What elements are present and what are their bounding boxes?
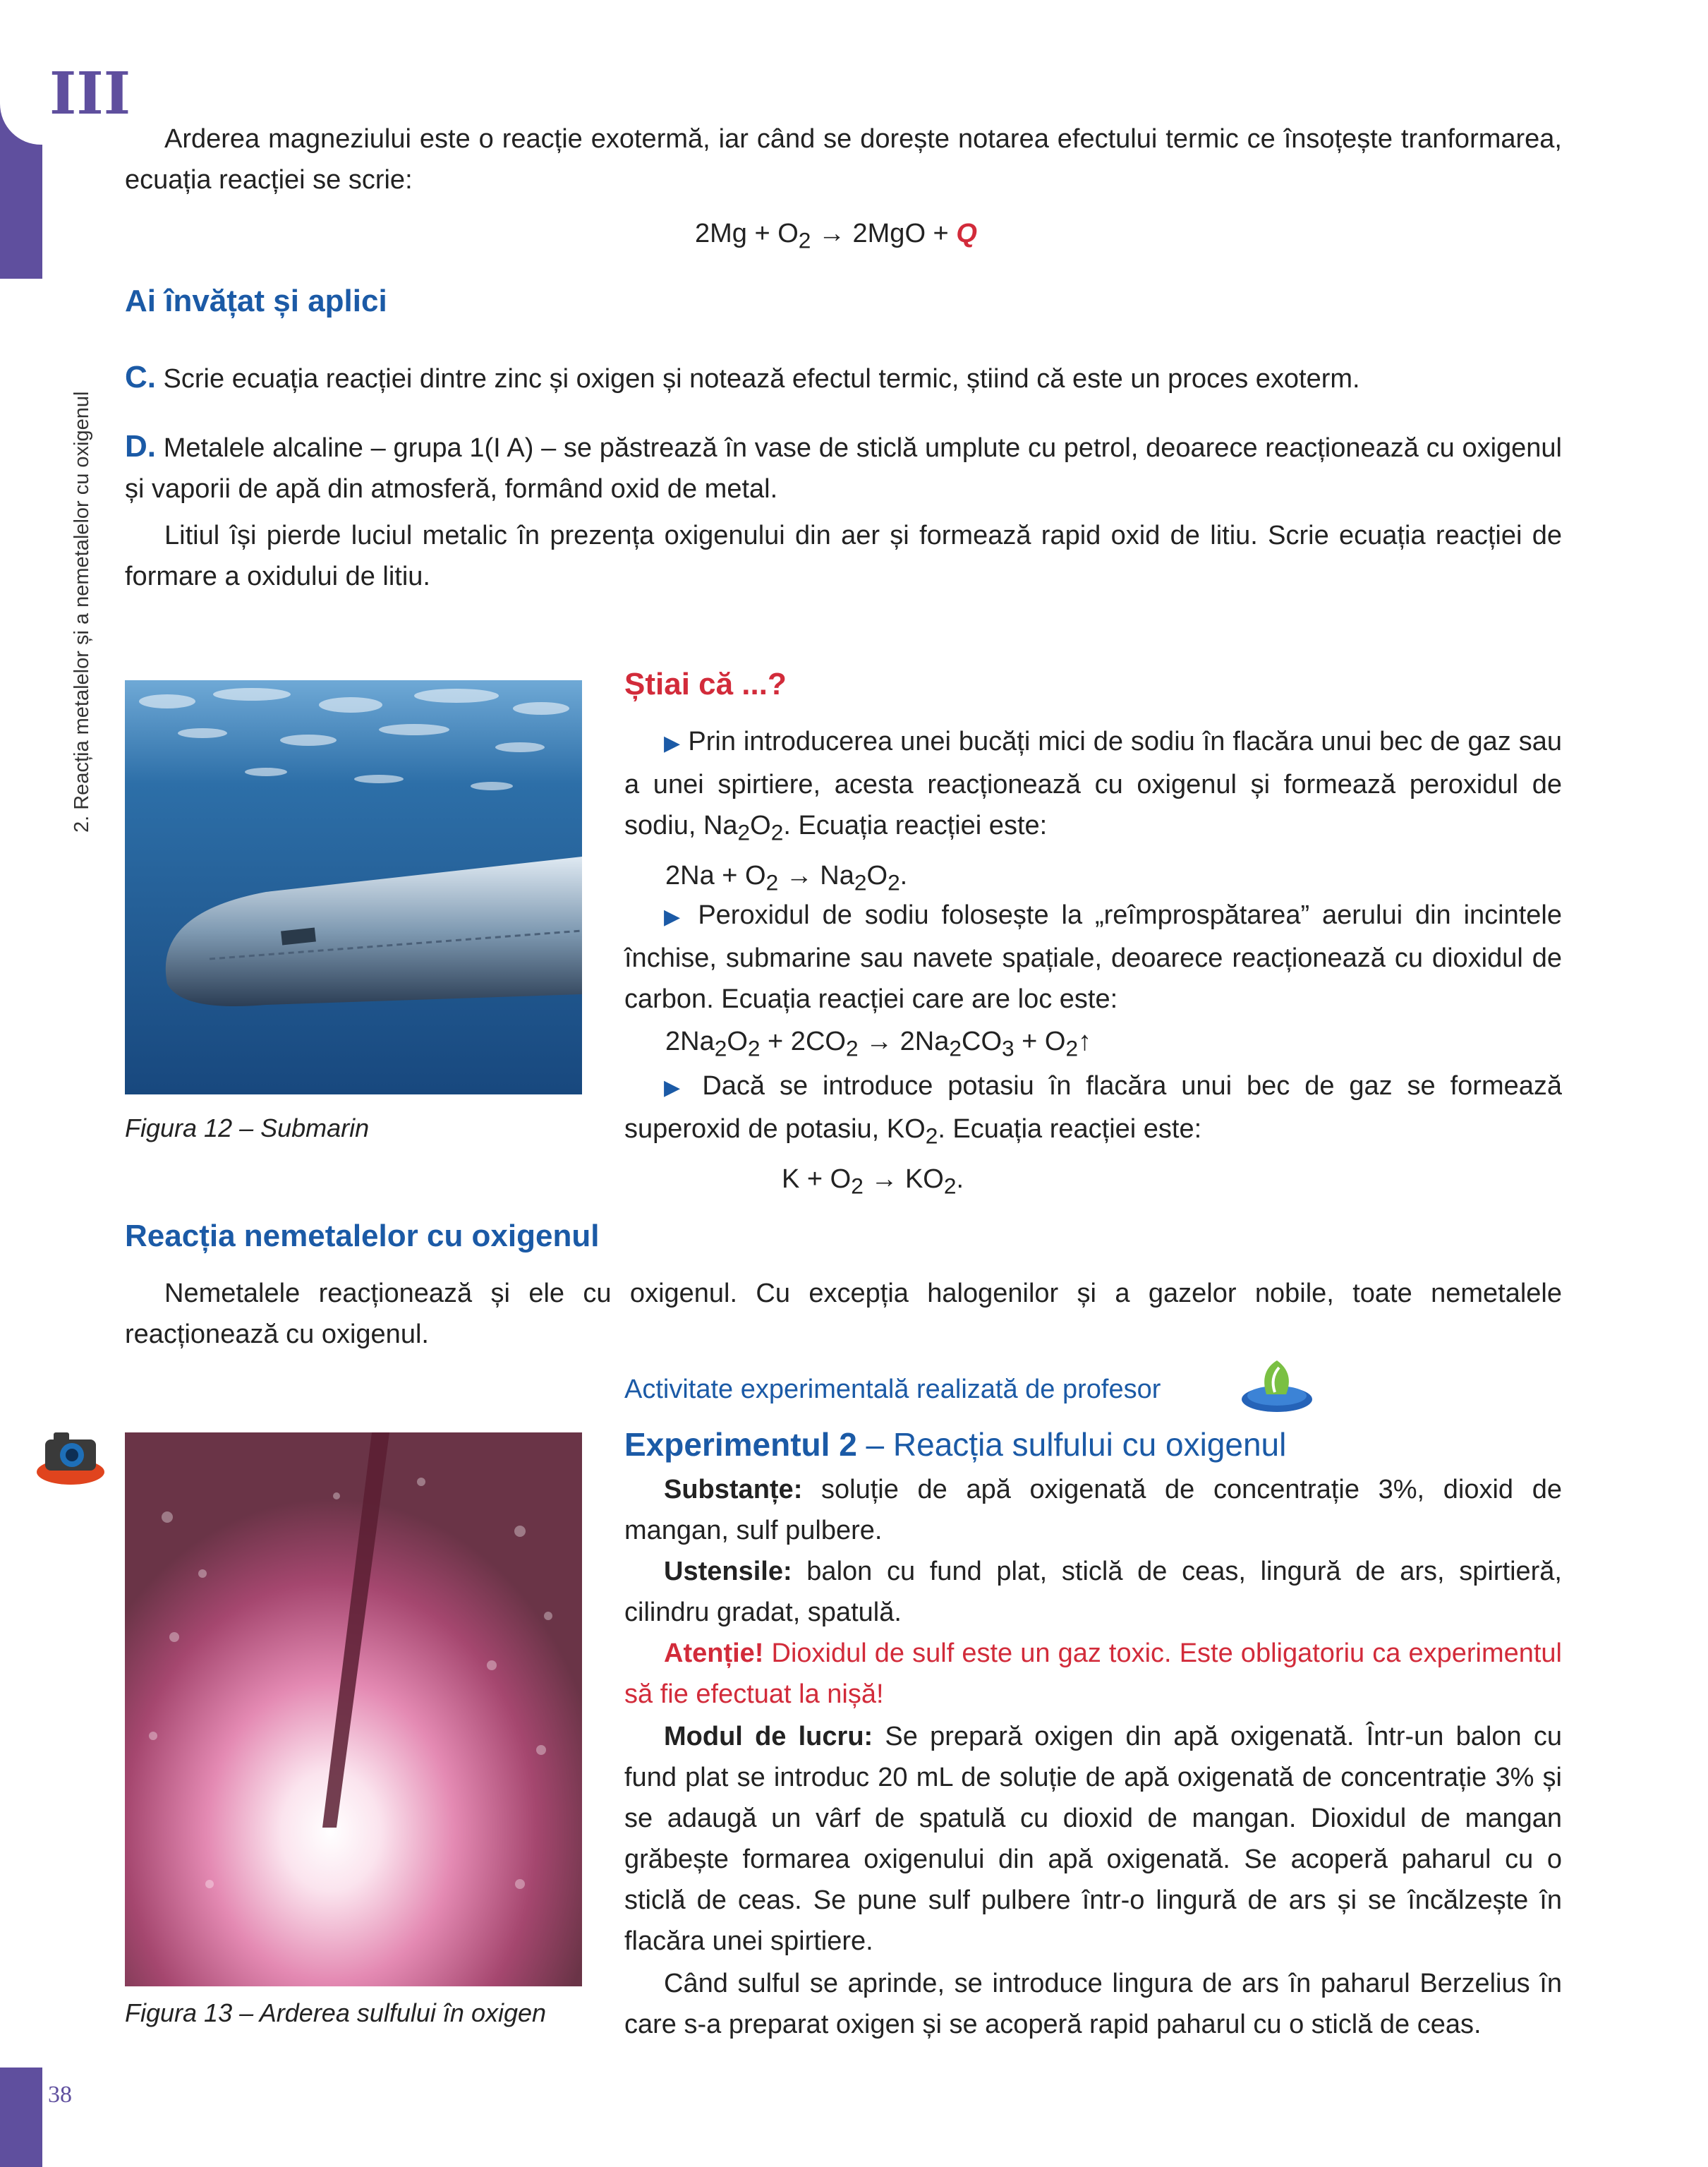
heat-q: Q [956,219,977,248]
potassium-superoxide-equation: $K + O_2 \to KO_2$. [782,1164,964,1199]
did-you-know-peroxide-use: ▶ Peroxidul de sodiu folosește la „reîmprospătarea” aerului din incintele închise, submarine sau navete spațiale, deoarece reacționează cu dioxidul de carbon. Ecuația reacției care are loc este: [624,900,1562,1014]
sulfur-flame-image [125,1432,582,1986]
did-you-know-potassium: ▶ Dacă se introduce potasiu în flacăra unui bec de gaz se formează superoxid de potasiu, $KO_2$. Ecuația reacției este: [624,1071,1563,1149]
experiment-method: Modul de lucru: Se prepară oxigen din apă oxigenată. Într-un balon cu fund plat se introduc 20 mL de soluție de apă oxigenată de concentrație 3% și se adaugă un vârf de spatulă cu dioxid de mangan. Dioxidul de mangan grăbește formarea oxigenului din apă oxigenată. Se acoperă paharul cu o sticlă de ceas. Se pune sulf pulbere într-o lingură de ars și se încălzește în flacăra unei spirtiere. [624,1722,1562,1956]
bullet-triangle-icon: ▶ [664,1076,688,1099]
sodium-peroxide-equation: $2Na + O_2 \to Na_2O_2$. [665,861,908,895]
exercise-d: D. Metalele alcaline – grupa 1(I A) – se păstrează în vase de sticlă umplute cu petrol, deoarece reacționează cu oxigenul și vaporii de apă din atmosferă, formând oxid de metal. [125,429,1562,504]
experiment-substances: Substanțe: soluție de apă oxigenată de concentrație 3%, dioxid de mangan, sulf pulbere. [624,1475,1562,1545]
experiment-title: Experimentul 2 – Reacția sulfului cu oxigenul [624,1426,1287,1463]
did-you-know-sodium: ▶ Prin introducerea unei bucăți mici de sodiu în flacăra unui bec de gaz sau a unei spirtiere, acesta reacționează cu oxigenul și formează peroxidul de sodiu, $Na_2O_2$. Ecuația reacției este: [624,727,1563,845]
submarine-image [125,680,582,1094]
figure-12-caption: Figura 12 – Submarin [125,1113,370,1142]
did-you-know-heading: Știai că ...? [624,667,787,701]
figure-13-caption: Figura 13 – Arderea sulfului în oxigen [125,1998,547,2027]
exercise-lithium: Litiul își pierde luciul metalic în prezența oxigenului din aer și formează rapid oxid de litiu. Scrie ecuația reacției de formare a oxidului de litiu. [125,521,1562,591]
activity-label: Activitate experimentală realizată de profesor [624,1375,1161,1404]
section-heading-nonmetals: Reacția nemetalelor cu oxigenul [125,1219,600,1253]
page-number-bar [0,2068,42,2167]
experiment-final: Când sulful se aprinde, se introduce lingura de ars în paharul Berzelius în care s-a preparat oxigen și se acoperă rapid paharul cu o sticlă de ceas. [624,1969,1562,2039]
bullet-triangle-icon: ▶ [664,905,686,929]
nonmetals-paragraph: Nemetalele reacționează și ele cu oxigenul. Cu excepția halogenilor și a gazelor nobile, toate nemetalele reacționează cu oxigenul. [125,1279,1562,1349]
unit-numeral: III [49,60,131,128]
unit-label: Unitatea [71,186,93,260]
peroxide-co2-equation: $2Na_2O_2 + 2CO_2 \to 2Na_2CO_3$ + $O_2↑$ [665,1027,1092,1061]
sulfur-flame-photo-icon [125,1432,582,1986]
camera-icon [34,1424,108,1487]
bullet-triangle-icon: ▶ [664,732,681,755]
chapter-title-vertical: 2. Reacția metalelor și a nemetalelor cu oxigenul [71,391,93,833]
lab-activity-icon [1238,1353,1316,1417]
submarine-photo-icon [125,680,582,1094]
experiment-tools: Ustensile: balon cu fund plat, sticlă de ceas, lingură de ars, spirtieră, cilindru gradat, spatulă. [624,1557,1562,1627]
exercise-c: C. Scrie ecuația reacției dintre zinc și oxigen și notează efectul termic, știind că este un proces exoterm. [125,360,1360,394]
intro-paragraph: Arderea magneziului este o reacție exotermă, iar când se dorește notarea efectului termic ce însoțește tranformarea, ecuația reacției se scrie: [125,124,1562,195]
magnesium-equation: $2Mg + O_2 \to 2MgO + Q$ [695,219,977,253]
section-heading-exercises: Ai învățat și aplici [125,284,387,318]
experiment-warning: Atenție! Dioxidul de sulf este un gaz toxic. Este obligatoriu ca experimentul să fie efectuat la nișă! [624,1638,1562,1709]
page-number: 38 [48,2082,72,2108]
